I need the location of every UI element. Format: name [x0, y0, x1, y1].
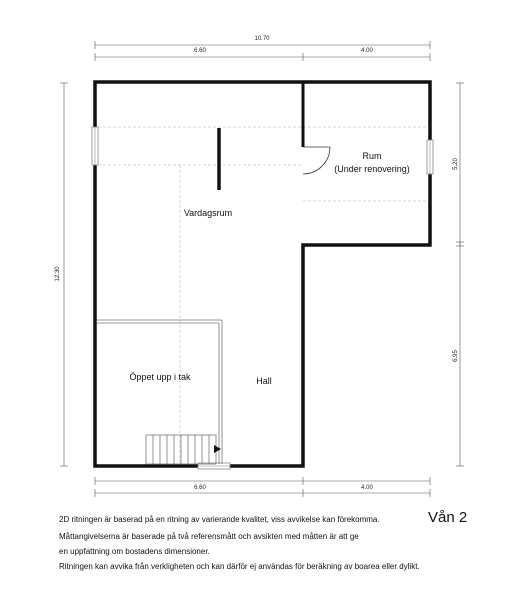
left-dimension-line — [60, 83, 68, 466]
disclaimer-line-4: Ritningen kan avvika från verkligheten och kan därför ej användas för beräkning av boarea eller dylikt. — [59, 562, 420, 571]
window-right — [427, 140, 433, 174]
window-left — [92, 127, 98, 165]
top-dimension-lines — [95, 41, 430, 61]
disclaimer-line-2: Måttangivelserna är baserade på två referensmått och avsikten med måtten är att ge — [59, 532, 359, 541]
room-label-oppet: Öppet upp i tak — [129, 372, 191, 382]
dim-right-upper: 5.20 — [453, 158, 459, 170]
dashed-guide-lines — [98, 127, 428, 464]
dim-bottom-left: 6.60 — [194, 485, 206, 491]
door-rum — [303, 147, 330, 174]
room-label-rum: Rum — [362, 151, 382, 161]
dim-top-left: 6.60 — [194, 48, 206, 54]
open-void-railing — [97, 320, 222, 464]
floor-label: Vån 2 — [428, 509, 468, 526]
dim-top-right: 4.00 — [361, 48, 373, 54]
dim-left-total: 12.30 — [55, 266, 61, 282]
outer-walls — [95, 82, 430, 466]
room-label-vardagsrum: Vardagsrum — [183, 208, 233, 218]
room-label-rum-status: (Under renovering) — [334, 164, 410, 174]
bottom-dimension-lines — [95, 477, 430, 497]
staircase — [146, 435, 216, 464]
room-label-hall: Hall — [256, 376, 272, 386]
dim-right-lower: 6.95 — [453, 350, 459, 362]
disclaimer-line-3: en uppfattning om bostadens dimensioner. — [59, 547, 210, 556]
disclaimer-line-1: 2D ritningen är baserad på en ritning av varierande kvalitet, viss avvikelse kan förekomma. — [59, 515, 380, 524]
stair-direction-arrow — [214, 445, 221, 453]
dim-top-total: 10.70 — [254, 36, 270, 42]
dim-bottom-right: 4.00 — [361, 485, 373, 491]
right-dimension-lines — [456, 83, 464, 466]
